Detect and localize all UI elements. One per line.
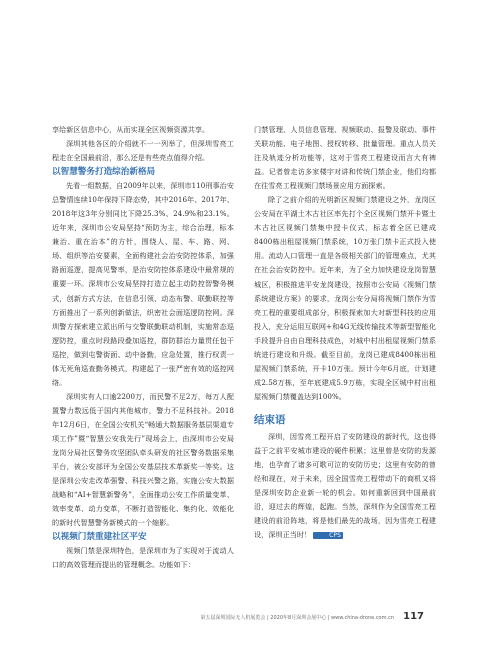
paragraph: 视频门禁是深圳特色，是深圳市为了实现对于流动人口的高效管理而提出的管理概念。功能如下： bbox=[52, 546, 234, 570]
page-footer bbox=[0, 612, 480, 624]
end-mark-logo: CPS bbox=[313, 532, 343, 539]
page-number: 117 bbox=[403, 611, 424, 622]
paragraph: 除了之前介绍的光明新区视频门禁建设之外，龙岗区公安局在平湖土木古社区率先打个全区视频门禁开卡暨土木古社区视频门禁集中授卡仪式，标志着全区已建成8400栋出租屋视频门禁系统，10万张门禁卡正式投入使用。流动人口管理一直是各级相关部门的管理难点，尤其在社会治安防控中。近年来，为了全力加快建设龙岗智慧城区，积极推进平安龙岗建设，按照市公安局《视频门禁系统建设方案》的要求，龙岗公安分局将视频门禁作为雪亮工程的重要组成部分，积极探索加大对新型科技的应用投入，充分运用互联网+和4G无线传输技术等新型智能化手段提升自由自理科技成色，对城中村出租屋视频门禁系统进行建设和升级。截至目前，龙岗已建成8400栋出租屋视频门禁系统，开卡10万张。预计今年6月底，计划建成2.58万栋，至年底建成5.9万栋，实现全区城中村出租屋视频门禁覆盖达到100%。 bbox=[254, 195, 436, 401]
paragraph: 深圳实有人口逾2200万，而民警不足2万，每万人配置警力数远低于国内其他城市，警力不足科技补。2018年12月6日，在全国公安机关“畅通大数据服务基层渠道专项工作”暨“智慧公安我先行”现场会上，由深圳市公安局龙岗分局社区警务攻坚团队牵头研发的社区警务数据采集平台，被公安部评为全国公安基层技术革新奖一等奖。这是深圳公安走改革强警、科技兴警之路，实施公安大数据战略和“AI+智慧新警务”，全面推动公安工作质量变革、效率变革、动力变革，不断打造智能化、集约化、效能化的新时代智慧警务新模式的一个缩影。 bbox=[52, 391, 234, 528]
left-column bbox=[52, 123, 234, 572]
paragraph bbox=[254, 430, 436, 542]
section-heading: 以智慧警务打造综治新格局 bbox=[52, 167, 156, 178]
conclusion-text: 深圳，因雪亮工程开启了安防建设的新时代，这也得益于之前平安城市建设的硬件积累；这里曾是安防的发源地，也孕育了诸多可歌可泣的安防历史；这里有安防的曾经和现在，对于未来，因全国雪亮工程带动下的商机又将是深圳安防企业新一轮的机会。如何重新回到中国最前沿，迎过去的辉煌，起跑。当然，深圳作为全国雪亮工程建设的前沿阵地，将是他们最先的战场，因为雪亮工程建设，深圳正当时！ bbox=[254, 431, 436, 540]
paragraph: 享给新区信息中心，从而实现全区视频资源共享。 bbox=[52, 125, 210, 134]
section-heading: 以视频门禁重建社区平安 bbox=[52, 532, 147, 543]
section-heading: 结束语 bbox=[254, 413, 286, 426]
right-column bbox=[254, 123, 436, 542]
paragraph: 门禁管理、人员信息管理、视频联动、报警及联动、事件关联功能、电子地图、授权转移、批量管理。重点人员关注及轨迹分析功能等，这对于雪亮工程建设而言大有裨益。记者曾走访多家楼宇对讲和传统门禁企业，他们均都在往雪亮工程视频门禁场景应用方面探索。 bbox=[254, 125, 436, 191]
paragraph: 深圳其他各区的介绍就不一一列举了，但深圳雪亮工程走在全国最前沿，那么还是有些亮点值得介绍。 bbox=[52, 139, 234, 163]
footer-text: 第五届深圳国际无人机展览会 | 2020年8月深圳会展中心 | www.china-drone.com.cn bbox=[200, 615, 394, 621]
paragraph: 先看一组数据，自2009年以来，深圳市110刑事治安总警情连续10年保持下降态势，其中2016年、2017年、2018年这3年分别同比下降25.3%、24.9%和23.1%。近年来，深圳市公安局坚持“预防为主，综合治理，标本兼治、重在治本”的方针，围绕人、屋、车、路、网、场、组织等治安要素，全面构建社会治安防控体系，加强路面巡逻，提高见警率，是治安防控体系建设中最常规的重要一环。深圳市公安局坚持打造立起主动防控智警务模式，创新方式方法，在信息引领、动态布警、联勤联控等方面推出了一系列创新做法，织密社会面巡逻防控网。深圳警方探索建立派出所与交警联勤联动机制，实施常态巡逻防控，重点时段路段叠加巡控，群防群治力量贯任包干巡控，做到屯警街面、动中备勤，应急处置，推行权责一体无死角巡查勤务模式，构建起了一张严密有效的巡控网络。 bbox=[52, 181, 234, 387]
